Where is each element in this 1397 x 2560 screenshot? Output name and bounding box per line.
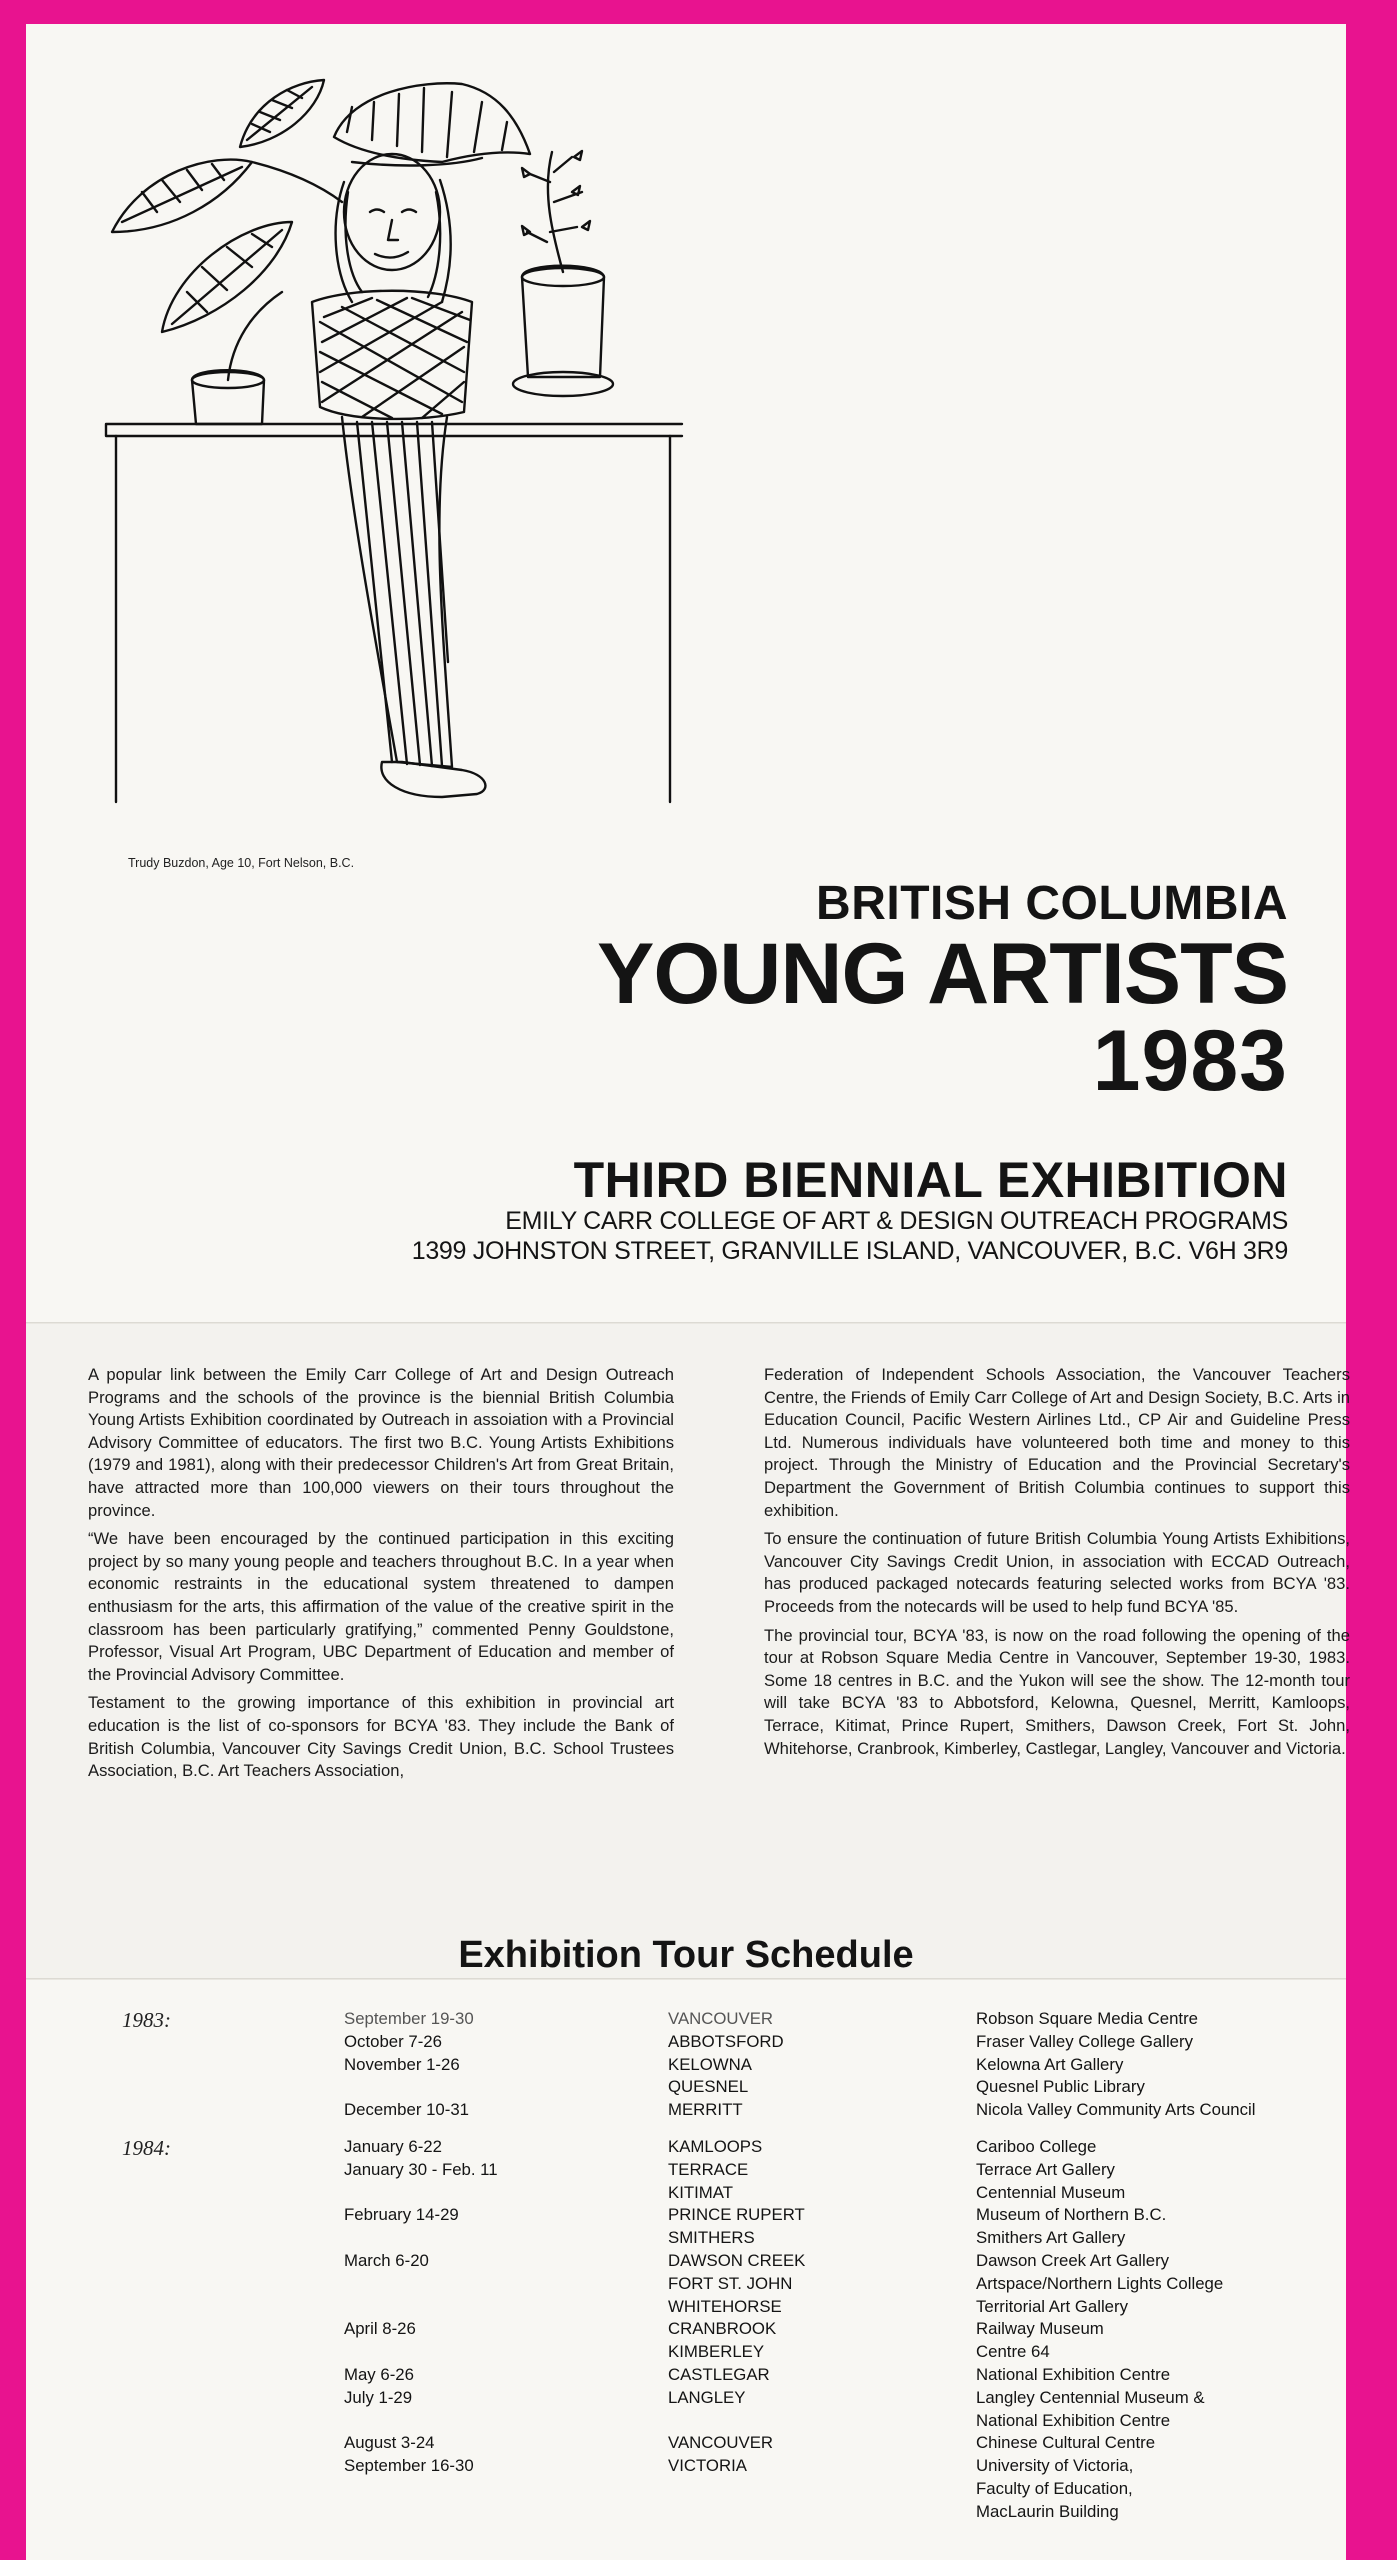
schedule-row: KIMBERLEY Centre 64 bbox=[668, 2342, 1050, 2362]
schedule-title: Exhibition Tour Schedule bbox=[458, 1934, 914, 1976]
schedule-row: April 8-26 CRANBROOK Railway Museum bbox=[344, 2319, 1104, 2339]
schedule-row: WHITEHORSE Territorial Art Gallery bbox=[668, 2296, 1128, 2316]
title-line-province: BRITISH COLUMBIA bbox=[816, 877, 1288, 930]
body-text bbox=[88, 1364, 1350, 1789]
schedule-row: May 6-26 CASTLEGAR National Exhibition Centre bbox=[344, 2364, 1171, 2384]
poster-title bbox=[597, 876, 1288, 1109]
poster-sheet bbox=[26, 24, 1350, 2560]
schedule-row: QUESNEL Quesnel Public Library bbox=[668, 2077, 1145, 2097]
schedule-row: FORT ST. JOHN Artspace/Northern Lights College bbox=[668, 2273, 1224, 2293]
schedule-row: MacLaurin Building bbox=[976, 2501, 1119, 2521]
schedule-row: SMITHERS Smithers Art Gallery bbox=[668, 2228, 1126, 2248]
year-label: 1984: bbox=[122, 2135, 171, 2160]
paragraph: “We have been encouraged by the continued participation in this exciting project by so many young people and teachers throughout B.C. In a year when economic restraints in the educational system threatened to dampen enthusiasm for the arts, this affirmation of the value of the creative spirit in the classroom has been particularly gratifying,” commented Penny Gouldstone, Professor, Visual Art Program, UBC Department of Education and member of the Provincial Advisory Committee. bbox=[88, 1529, 674, 1684]
schedule-row: July 1-29 LANGLEY Langley Centennial Museum & bbox=[344, 2387, 1205, 2407]
paragraph: Testament to the growing importance of this exhibition in provincial art education is the list of co-sponsors for BCYA '83. They include the Bank of British Columbia, Vancouver City Savings Credit Union, B.C. School Trustees Association, B.C. Art Teachers Association, bbox=[88, 1693, 674, 1781]
year-label: 1983: bbox=[122, 2008, 171, 2032]
body-column-right bbox=[764, 1364, 1350, 1789]
schedule-year-1984 bbox=[26, 2136, 1346, 2524]
organization-address: 1399 JOHNSTON STREET, GRANVILLE ISLAND, VANCOUVER, B.C. V6H 3R9 bbox=[411, 1237, 1288, 1265]
schedule-row: September 16-30 VICTORIA University of Victoria, bbox=[344, 2456, 1134, 2476]
artwork-caption: Trudy Buzdon, Age 10, Fort Nelson, B.C. bbox=[128, 856, 355, 870]
schedule-row: September 19-30 VANCOUVER Robson Square Media Centre bbox=[344, 2009, 1199, 2028]
childs-drawing-icon bbox=[102, 62, 692, 852]
schedule-row: National Exhibition Centre bbox=[976, 2410, 1171, 2430]
paragraph: Federation of Independent Schools Association, the Vancouver Teachers Centre, the Friends of Emily Carr College of Art and Design Society, B.C. Arts in Education Council, Pacific Western Airlines Ltd., CP Air and Guideline Press Ltd. Numerous individuals have volunteered both time and money to this project. Through the Ministry of Education and the Provincial Secretary's Department the Government of British Columbia continues to support this exhibition. bbox=[764, 1365, 1350, 1520]
schedule-row: January 6-22 KAMLOOPS Cariboo College bbox=[344, 2136, 1097, 2156]
fold-line bbox=[26, 1322, 1346, 1324]
schedule-row: October 7-26 ABBOTSFORD Fraser Valley College Gallery bbox=[344, 2031, 1193, 2051]
schedule-row: January 30 - Feb. 11 TERRACE Terrace Art Gallery bbox=[344, 2159, 1115, 2179]
organization-name: EMILY CARR COLLEGE OF ART & DESIGN OUTREACH PROGRAMS bbox=[505, 1207, 1288, 1235]
fold-line bbox=[26, 1978, 1346, 1980]
poster-subtitle bbox=[412, 1154, 1288, 1266]
paragraph: To ensure the continuation of future British Columbia Young Artists Exhibitions, Vancouver City Savings Credit Union, in association with ECCAD Outreach, has produced packaged notecards featuring selected works from BCYA '83. Proceeds from the notecards will be used to help fund BCYA '85. bbox=[764, 1529, 1350, 1616]
schedule-row: KITIMAT Centennial Museum bbox=[668, 2182, 1126, 2202]
schedule-row: November 1-26 KELOWNA Kelowna Art Gallery bbox=[344, 2054, 1124, 2074]
body-column-left bbox=[88, 1364, 674, 1789]
title-line-year: 1983 bbox=[1092, 1013, 1288, 1109]
schedule-row: August 3-24 VANCOUVER Chinese Cultural Centre bbox=[344, 2433, 1156, 2453]
schedule-row: February 14-29 PRINCE RUPERT Museum of Northern B.C. bbox=[344, 2205, 1167, 2225]
schedule-row: March 6-20 DAWSON CREEK Dawson Creek Art Gallery bbox=[344, 2250, 1170, 2270]
schedule-row: Faculty of Education, bbox=[976, 2478, 1133, 2498]
title-line-young-artists: YOUNG ARTISTS bbox=[597, 926, 1288, 1022]
paragraph: A popular link between the Emily Carr College of Art and Design Outreach Programs and the schools of the province is the biennial British Columbia Young Artists Exhibition coordinated by Outreach in assoiation with a Provincial Advisory Committee of educators. The first two B.C. Young Artists Exhibitions (1979 and 1981), along with their predecessor Children's Art from Great Britain, have attracted more than 100,000 viewers on their tours throughout the province. bbox=[88, 1365, 674, 1520]
exhibition-subtitle: THIRD BIENNIAL EXHIBITION bbox=[573, 1152, 1288, 1208]
tour-schedule bbox=[26, 2008, 1346, 2524]
spacer bbox=[26, 2122, 1346, 2136]
schedule-year-1983 bbox=[26, 2008, 1346, 2122]
schedule-row: December 10-31 MERRITT Nicola Valley Community Arts Council bbox=[344, 2100, 1256, 2120]
paragraph: The provincial tour, BCYA '83, is now on the road following the opening of the tour at Robson Square Media Centre in Vancouver, September 19-30, 1983. Some 18 centres in B.C. and the Yukon will see the show. The 12-month tour will take BCYA '83 to Abbotsford, Kelowna, Quesnel, Merritt, Kamloops, Terrace, Kitimat, Prince Rupert, Smithers, Dawson Creek, Fort St. John, Whitehorse, Cranbrook, Kimberley, Castlegar, Langley, Vancouver and Victoria. bbox=[764, 1625, 1350, 1758]
